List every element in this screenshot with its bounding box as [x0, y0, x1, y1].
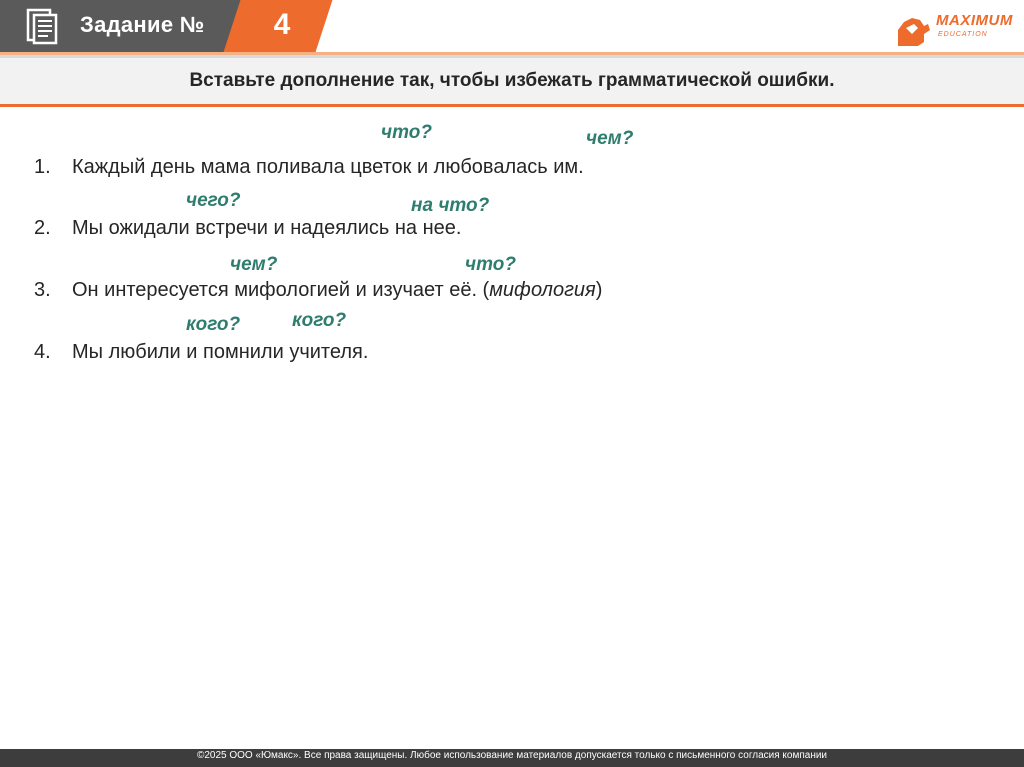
item-text: Каждый день мама поливала цветок и любовалась им.: [72, 156, 584, 178]
logo-text: MAXIMUM: [936, 12, 1013, 29]
document-icon: [22, 6, 62, 46]
question-label: на что?: [411, 195, 490, 216]
item-italic-word: мифология: [489, 279, 596, 301]
instruction-text: Вставьте дополнение так, чтобы избежать грамматической ошибки.: [189, 70, 835, 91]
item-number: 1.: [34, 156, 51, 178]
logo-subtext: EDUCATION: [938, 31, 988, 38]
task-label: Задание №: [80, 12, 205, 37]
item-number: 2.: [34, 217, 51, 239]
item-text: Он интересуется мифологией и изучает её. (: [72, 279, 490, 301]
footer: [0, 749, 1024, 767]
question-label: чем?: [586, 128, 634, 149]
question-label: кого?: [292, 310, 347, 331]
item-number: 4.: [34, 341, 51, 363]
task-number: 4: [273, 8, 291, 41]
item-text: Мы ожидали встречи и надеялись на нее.: [72, 217, 462, 239]
item-text-tail: ): [595, 279, 603, 301]
list-item: [34, 279, 602, 302]
item-text: Мы любили и помнили учителя.: [72, 341, 369, 363]
list-item: [34, 217, 461, 240]
question-label: чем?: [230, 254, 278, 275]
list-item: [34, 341, 368, 364]
copyright-text: ©2025 ООО «Юмакс». Все права защищены. Любое использование материалов допускается только с письменного согласия компании: [196, 750, 828, 761]
list-item: [34, 156, 584, 179]
question-label: что?: [381, 122, 432, 143]
question-label: кого?: [186, 314, 241, 335]
header: [0, 0, 1024, 58]
item-number: 3.: [34, 279, 51, 301]
question-label: что?: [465, 254, 516, 275]
question-label: чего?: [186, 190, 241, 211]
